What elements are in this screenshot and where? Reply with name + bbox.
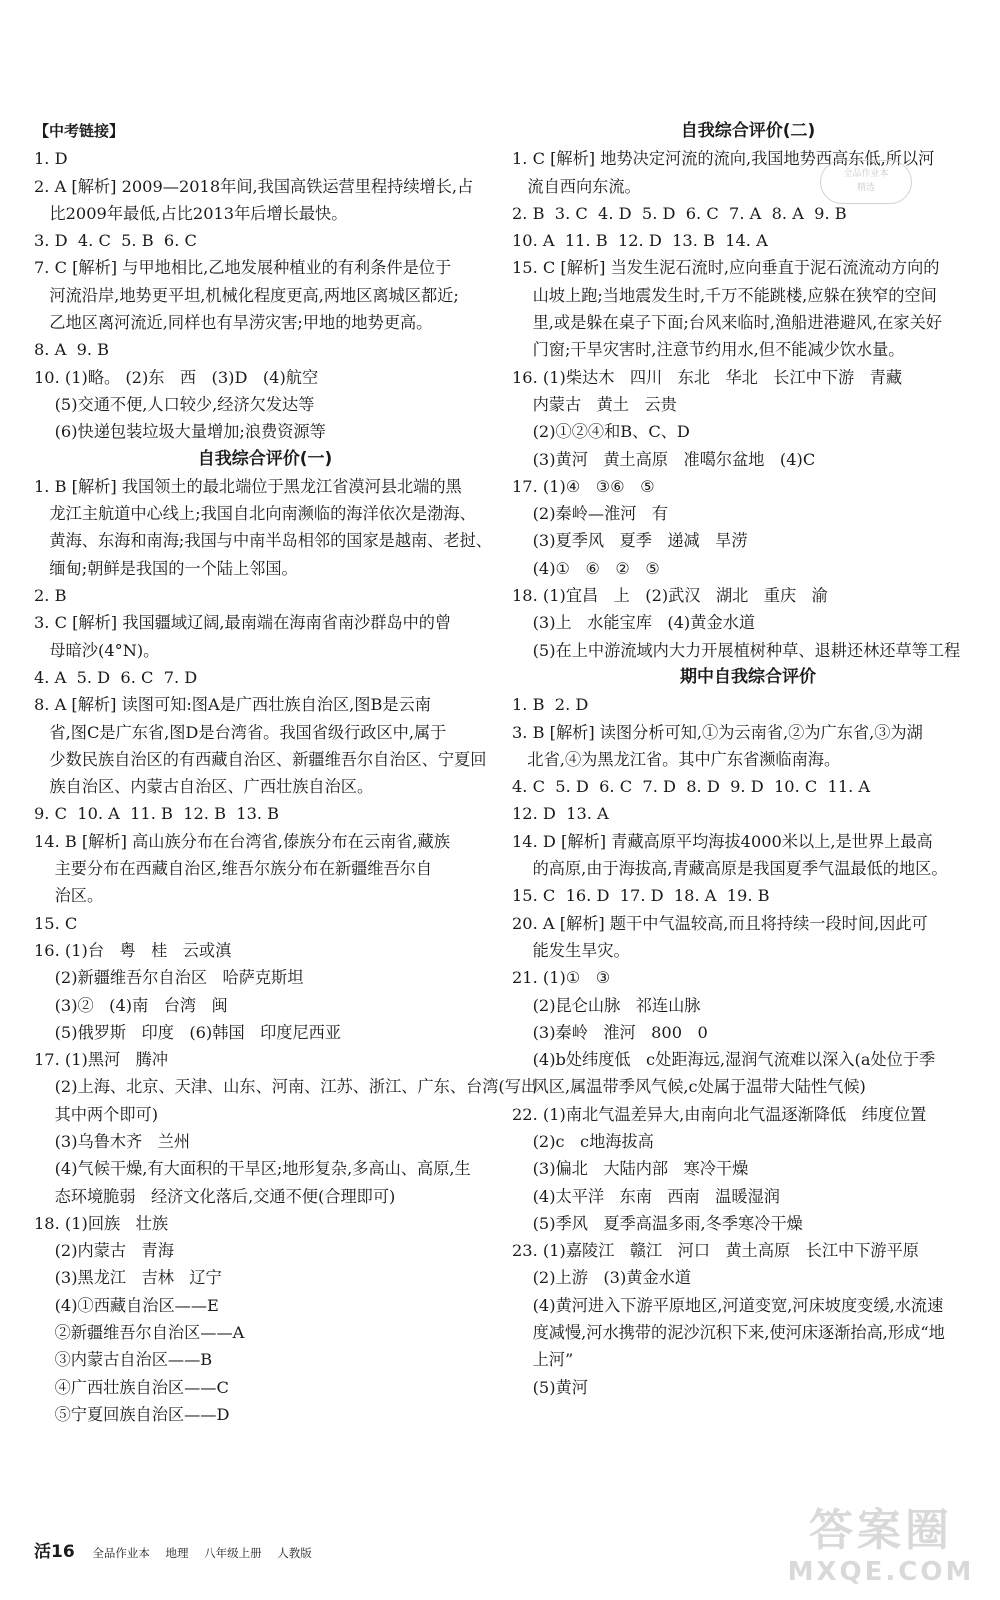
edition-label: 人教版: [277, 1546, 312, 1560]
answer-line: 能发生旱灾。: [512, 940, 630, 960]
answer-line: 4. A 5. D 6. C 7. D: [34, 667, 198, 687]
answer-line: 2. B: [34, 586, 67, 606]
answer-line: 度减慢,河水携带的泥沙沉积下来,使河床逐渐抬高,形成“地: [512, 1323, 945, 1343]
section-heading: 自我综合评价(一): [197, 448, 333, 469]
stamp-mark: [820, 160, 912, 204]
answer-line: 3. B [解析] 读图分析可知,①为云南省,②为广东省,③为湖: [512, 722, 923, 742]
answer-line: 母暗沙(4°N)。: [34, 640, 160, 660]
answer-line: 16. (1)柴达木 四川 东北 华北 长江中下游 青藏: [512, 367, 903, 387]
answer-line: (4)b处纬度低 c处距海远,湿润气流难以深入(a处位于季: [512, 1050, 936, 1070]
answer-line: 17. (1)黑河 腾冲: [34, 1050, 169, 1070]
answer-line: 9. C 10. A 11. B 12. B 13. B: [34, 804, 280, 824]
answer-line: 10. (1)略。 (2)东 西 (3)D (4)航空: [34, 367, 319, 387]
subject-label: 地理: [165, 1546, 189, 1560]
answer-line: 其中两个即可): [34, 1104, 159, 1124]
answer-line: 1. B 2. D: [512, 695, 589, 715]
answer-line: 上河”: [512, 1350, 574, 1370]
answer-line: (6)快递包装垃圾大量增加;浪费资源等: [34, 422, 326, 442]
answer-line: ⑤宁夏回族自治区——D: [34, 1404, 230, 1424]
answer-line: (2)内蒙古 青海: [34, 1241, 174, 1261]
answer-line: (3)黑龙江 吉林 辽宁: [34, 1268, 222, 1288]
answer-line: 风区,属温带季风气候,c处属于温带大陆性气候): [512, 1077, 866, 1097]
answer-line: 北省,④为黑龙江省。其中广东省濒临南海。: [512, 749, 841, 769]
answer-line: (3)夏季风 夏季 递减 旱涝: [512, 531, 748, 551]
watermark-url: MXQE.COM: [787, 1557, 975, 1587]
answer-line: 14. B [解析] 高山族分布在台湾省,傣族分布在云南省,藏族: [34, 831, 450, 851]
answer-line: 2. A [解析] 2009—2018年间,我国高铁运营里程持续增长,占: [34, 176, 474, 196]
answer-line: 的高原,由于海拔高,青藏高原是我国夏季气温最低的地区。: [512, 859, 948, 879]
answer-line: 3. C [解析] 我国疆域辽阔,最南端在海南省南沙群岛中的曾: [34, 613, 452, 633]
answer-line: (5)黄河: [512, 1377, 588, 1397]
answer-line: (5)季风 夏季高温多雨,冬季寒冷干燥: [512, 1213, 803, 1233]
answer-line: (3)② (4)南 台湾 闽: [34, 995, 228, 1015]
answer-line: 4. C 5. D 6. C 7. D 8. D 9. D 10. C 11. A: [512, 777, 871, 797]
answer-line: 16. (1)台 粤 桂 云或滇: [34, 940, 232, 960]
answer-line: (5)在上中游流域内大力开展植树种草、退耕还林还草等工程: [512, 640, 961, 660]
answer-line: (2)①②④和B、C、D: [512, 422, 690, 442]
answer-line: 龙江主航道中心线上;我国自北向南濒临的海洋依次是渤海、: [34, 504, 476, 524]
section-label: 【中考链接】: [34, 122, 125, 140]
answer-line: (5)俄罗斯 印度 (6)韩国 印度尼西亚: [34, 1022, 342, 1042]
answer-line: 河流沿岸,地势更平坦,机械化程度更高,两地区离城区都近;: [34, 285, 459, 305]
answer-line: 主要分布在西藏自治区,维吾尔族分布在新疆维吾尔自: [34, 859, 433, 879]
answer-line: (5)交通不便,人口较少,经济欠发达等: [34, 394, 315, 414]
answer-line: 黄海、东海和南海;我国与中南半岛相邻的国家是越南、老挝、: [34, 531, 492, 551]
answer-line: 23. (1)嘉陵江 赣江 河口 黄土高原 长江中下游平原: [512, 1241, 919, 1261]
answer-line: 21. (1)① ③: [512, 968, 611, 988]
answer-line: 18. (1)回族 壮族: [34, 1213, 169, 1233]
answer-line: (3)偏北 大陆内部 寒冷干燥: [512, 1159, 749, 1179]
answer-line: (4)气候干燥,有大面积的干旱区;地形复杂,多高山、高原,生: [34, 1159, 471, 1179]
answer-line: 1. C [解析] 地势决定河流的流向,我国地势西高东低,所以河: [512, 149, 935, 169]
answer-line: (2)上游 (3)黄金水道: [512, 1268, 692, 1288]
answer-line: 1. D: [34, 149, 68, 169]
answer-line: 门窗;干旱灾害时,注意节约用水,但不能减少饮水量。: [512, 340, 905, 360]
answer-line: ④广西壮族自治区——C: [34, 1377, 229, 1397]
answer-line: 里,或是躲在桌子下面;台风来临时,渔船进港避风,在家关好: [512, 313, 942, 333]
stamp-line-2: 精选: [856, 183, 875, 193]
right-column: [512, 118, 984, 1401]
page-footer: [34, 1537, 324, 1562]
answer-line: 1. B [解析] 我国领土的最北端位于黑龙江省漠河县北端的黑: [34, 476, 462, 496]
answer-line: ③内蒙古自治区——B: [34, 1350, 213, 1370]
answer-line: 10. A 11. B 12. D 13. B 14. A: [512, 231, 768, 251]
answer-line: 族自治区、内蒙古自治区、广西壮族自治区。: [34, 777, 374, 797]
section-heading: 期中自我综合评价: [680, 666, 816, 687]
answer-line: 乙地区离河流近,同样也有旱涝灾害;甲地的地势更高。: [34, 313, 433, 333]
answer-line: 7. C [解析] 与甲地相比,乙地发展种植业的有利条件是位于: [34, 258, 452, 278]
answer-line: (2)秦岭—淮河 有: [512, 504, 669, 524]
answer-line: (4)①西藏自治区——E: [34, 1295, 219, 1315]
answer-line: (4)① ⑥ ② ⑤: [512, 558, 660, 578]
answer-line: 18. (1)宜昌 上 (2)武汉 湖北 重庆 渝: [512, 586, 828, 606]
answer-line: (2)昆仑山脉 祁连山脉: [512, 995, 701, 1015]
answer-line: 山坡上跑;当地震发生时,千万不能跳楼,应躲在狭窄的空间: [512, 285, 937, 305]
answer-line: 治区。: [34, 886, 104, 906]
answer-line: 3. D 4. C 5. B 6. C: [34, 231, 197, 251]
book-title: 全品作业本: [92, 1546, 150, 1560]
answer-line: 15. C: [34, 913, 78, 933]
answer-line: 少数民族自治区的有西藏自治区、新疆维吾尔自治区、宁夏回: [34, 749, 487, 769]
answer-line: 22. (1)南北气温差异大,由南向北气温逐渐降低 纬度位置: [512, 1104, 927, 1124]
answer-line: (3)上 水能宝库 (4)黄金水道: [512, 613, 756, 633]
answer-line: (4)太平洋 东南 西南 温暖湿润: [512, 1186, 780, 1206]
answer-line: 流自西向东流。: [512, 176, 641, 196]
left-column: [34, 118, 538, 1428]
answer-line: 8. A [解析] 读图可知:图A是广西壮族自治区,图B是云南: [34, 695, 431, 715]
answer-line: 15. C [解析] 当发生泥石流时,应向垂直于泥石流流动方向的: [512, 258, 940, 278]
watermark-logo-text: 答案圈: [809, 1505, 953, 1556]
answer-line: 态环境脆弱 经济文化落后,交通不便(合理即可): [34, 1186, 396, 1206]
answer-line: 8. A 9. B: [34, 340, 110, 360]
page-number: 活16: [34, 1542, 75, 1562]
answer-line: 15. C 16. D 17. D 18. A 19. B: [512, 886, 770, 906]
stamp-line-1: 全品作业本: [843, 169, 889, 179]
answer-line: (2)新疆维吾尔自治区 哈萨克斯坦: [34, 968, 304, 988]
answer-line: (3)乌鲁木齐 兰州: [34, 1131, 191, 1151]
answer-line: 内蒙古 黄土 云贵: [512, 394, 677, 414]
answer-line: 14. D [解析] 青藏高原平均海拔4000米以上,是世界上最高: [512, 831, 933, 851]
grade-label: 八年级上册: [204, 1546, 262, 1560]
answer-line: (2)c c地海拔高: [512, 1131, 654, 1151]
section-heading: 自我综合评价(二): [680, 121, 816, 141]
answer-line: 省,图C是广东省,图D是台湾省。我国省级行政区中,属于: [34, 722, 447, 742]
answer-line: 20. A [解析] 题干中气温较高,而且将持续一段时间,因此可: [512, 913, 928, 933]
answer-line: 缅甸;朝鲜是我国的一个陆上邻国。: [34, 558, 298, 578]
site-watermark: [776, 1505, 986, 1595]
answer-line: 2. B 3. C 4. D 5. D 6. C 7. A 8. A 9. B: [512, 203, 847, 223]
answer-line: 比2009年最低,占比2013年后增长最快。: [34, 203, 348, 223]
answer-line: ②新疆维吾尔自治区——A: [34, 1323, 245, 1343]
answer-line: (3)秦岭 淮河 800 0: [512, 1022, 708, 1042]
answer-line: (3)黄河 黄土高原 准噶尔盆地 (4)C: [512, 449, 816, 469]
answer-line: (2)上海、北京、天津、山东、河南、江苏、浙江、广东、台湾(写出: [34, 1077, 538, 1097]
answer-line: 17. (1)④ ③⑥ ⑤: [512, 476, 655, 496]
answer-line: 12. D 13. A: [512, 804, 609, 824]
answer-line: (4)黄河进入下游平原地区,河道变宽,河床坡度变缓,水流速: [512, 1295, 944, 1315]
